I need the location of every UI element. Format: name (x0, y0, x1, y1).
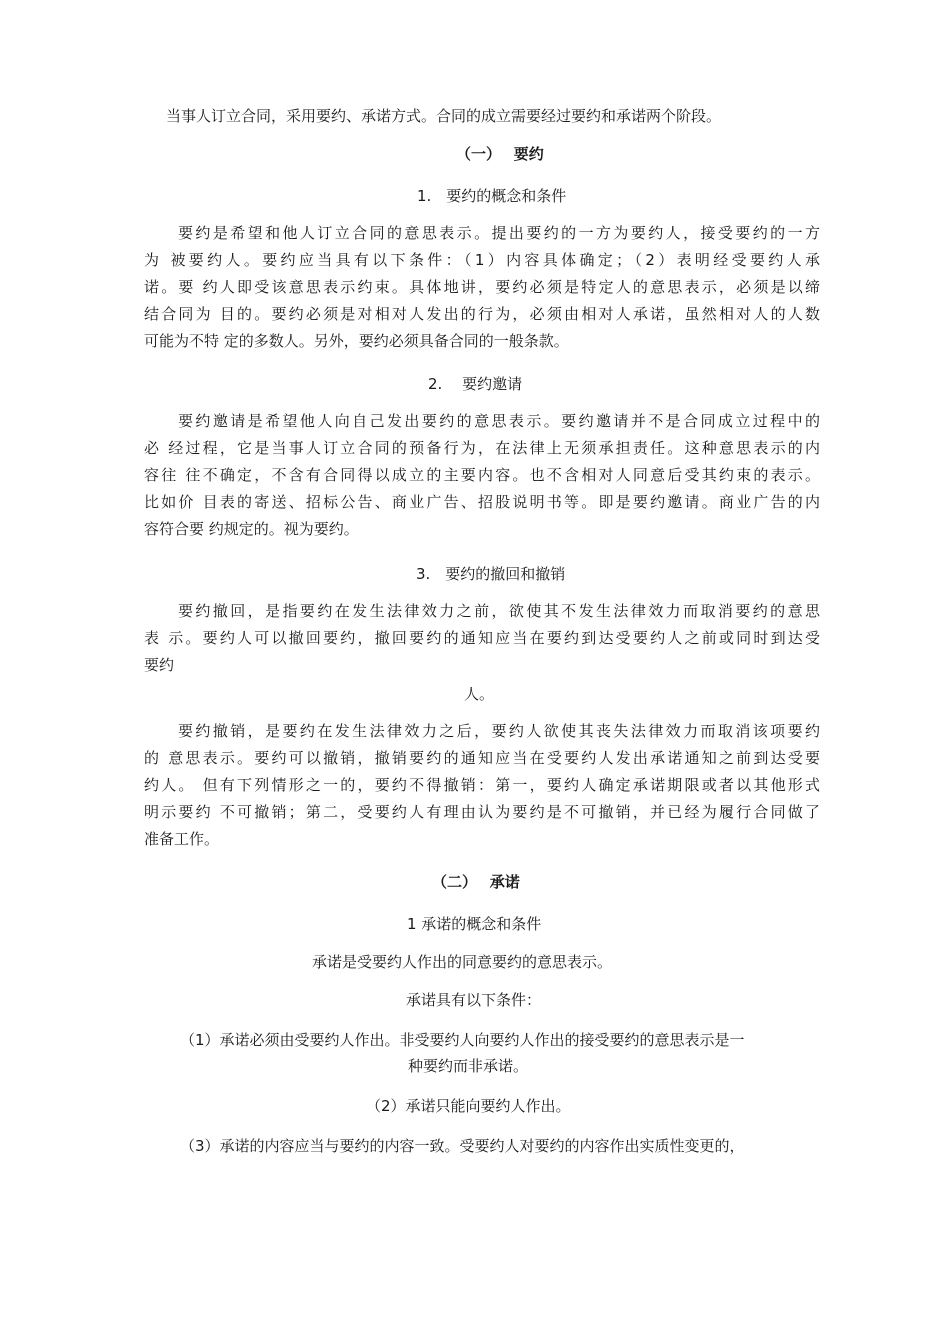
subheading-offer-withdrawal: 3. 要约的撤回和撤销 (416, 565, 566, 583)
text-line: 可能为不特 定的多数人。另外，要约必须具备合同的一般条款。 (144, 332, 569, 350)
condition-2: （2）承诺只能向要约人作出。 (366, 1097, 571, 1115)
paragraph-offer-withdrawal (144, 598, 820, 679)
text-line: 约人。 但有下列情形之一的，要约不得撤销：第一，要约人确定承诺期限或者以其他形式 (144, 776, 820, 794)
text-line: 结合同为 目的。要约必须是对相对人发出的行为，必须由相对人承诺，虽然相对人的人数 (144, 305, 820, 323)
subheading-acceptance-concept: 1 承诺的概念和条件 (407, 915, 542, 933)
text-line: 要约邀请是希望他人向自己发出要约的意思表示。要约邀请并不是合同成立过程中的 (178, 412, 820, 430)
paragraph-offer-invitation (144, 408, 820, 543)
subheading-offer-invitation: 2. 要约邀请 (428, 375, 523, 393)
acceptance-definition: 承诺是受要约人作出的同意要约的意思表示。 (312, 953, 613, 971)
text-line: 表 示。要约人可以撤回要约，撤回要约的通知应当在要约到达受要约人之前或同时到达受 (144, 629, 820, 647)
paragraph-offer-revocation (144, 718, 820, 853)
section-heading-offer: （一） 要约 (456, 145, 544, 163)
text-line: 容符合要 约规定的。视为要约。 (144, 520, 359, 538)
section-heading-acceptance: （二） 承诺 (432, 873, 520, 891)
text-line: 准备工作。 (144, 830, 220, 848)
text-line: 明示要约 不可撤销；第二，受要约人有理由认为要约是不可撤销，并已经为履行合同做了 (144, 803, 820, 821)
paragraph-tail: 人。 (464, 685, 495, 703)
condition-1-line-1: （1）承诺必须由受要约人作出。非受要约人向要约人作出的接受要约的意思表示是一 (180, 1031, 745, 1049)
text-line: 必 经过程，它是当事人订立合同的预备行为，在法律上无须承担责任。这种意思表示的内 (144, 439, 820, 457)
text-line: 要约撤销，是要约在发生法律效力之后，要约人欲使其丧失法律效力而取消该项要约 (178, 722, 820, 740)
condition-3: （3）承诺的内容应当与要约的内容一致。受要约人对要约的内容作出实质性变更的， (180, 1137, 745, 1155)
intro-paragraph: 当事人订立合同，采用要约、承诺方式。合同的成立需要经过要约和承诺两个阶段。 (166, 107, 722, 125)
paragraph-offer-concept (144, 220, 820, 355)
text-line: 容往 往不确定，不含有合同得以成立的主要内容。也不含相对人同意后受其约束的表示。 (144, 466, 820, 484)
text-line: 诺。要 约人即受该意思表示约束。具体地讲，要约必须是特定人的意思表示，必须是以缔 (144, 278, 820, 296)
conditions-intro: 承诺具有以下条件： (406, 991, 542, 1009)
text-line: 要约 (144, 656, 175, 674)
text-line: 为 被要约人。要约应当具有以下条件：（1）内容具体确定；（2）表明经受要约人承 (144, 251, 820, 269)
text-line: 的 意思表示。要约可以撤销，撤销要约的通知应当在受要约人发出承诺通知之前到达受要 (144, 749, 820, 767)
text-line: 要约撤回，是指要约在发生法律效力之前，欲使其不发生法律效力而取消要约的意思 (178, 602, 820, 620)
condition-1-line-2: 种要约而非承诺。 (408, 1057, 529, 1075)
text-line: 比如价 目表的寄送、招标公告、商业广告、招股说明书等。即是要约邀请。商业广告的内 (144, 493, 820, 511)
text-line: 要约是希望和他人订立合同的意思表示。提出要约的一方为要约人，接受要约的一方 (178, 224, 820, 242)
subheading-offer-concept: 1. 要约的概念和条件 (417, 187, 567, 205)
